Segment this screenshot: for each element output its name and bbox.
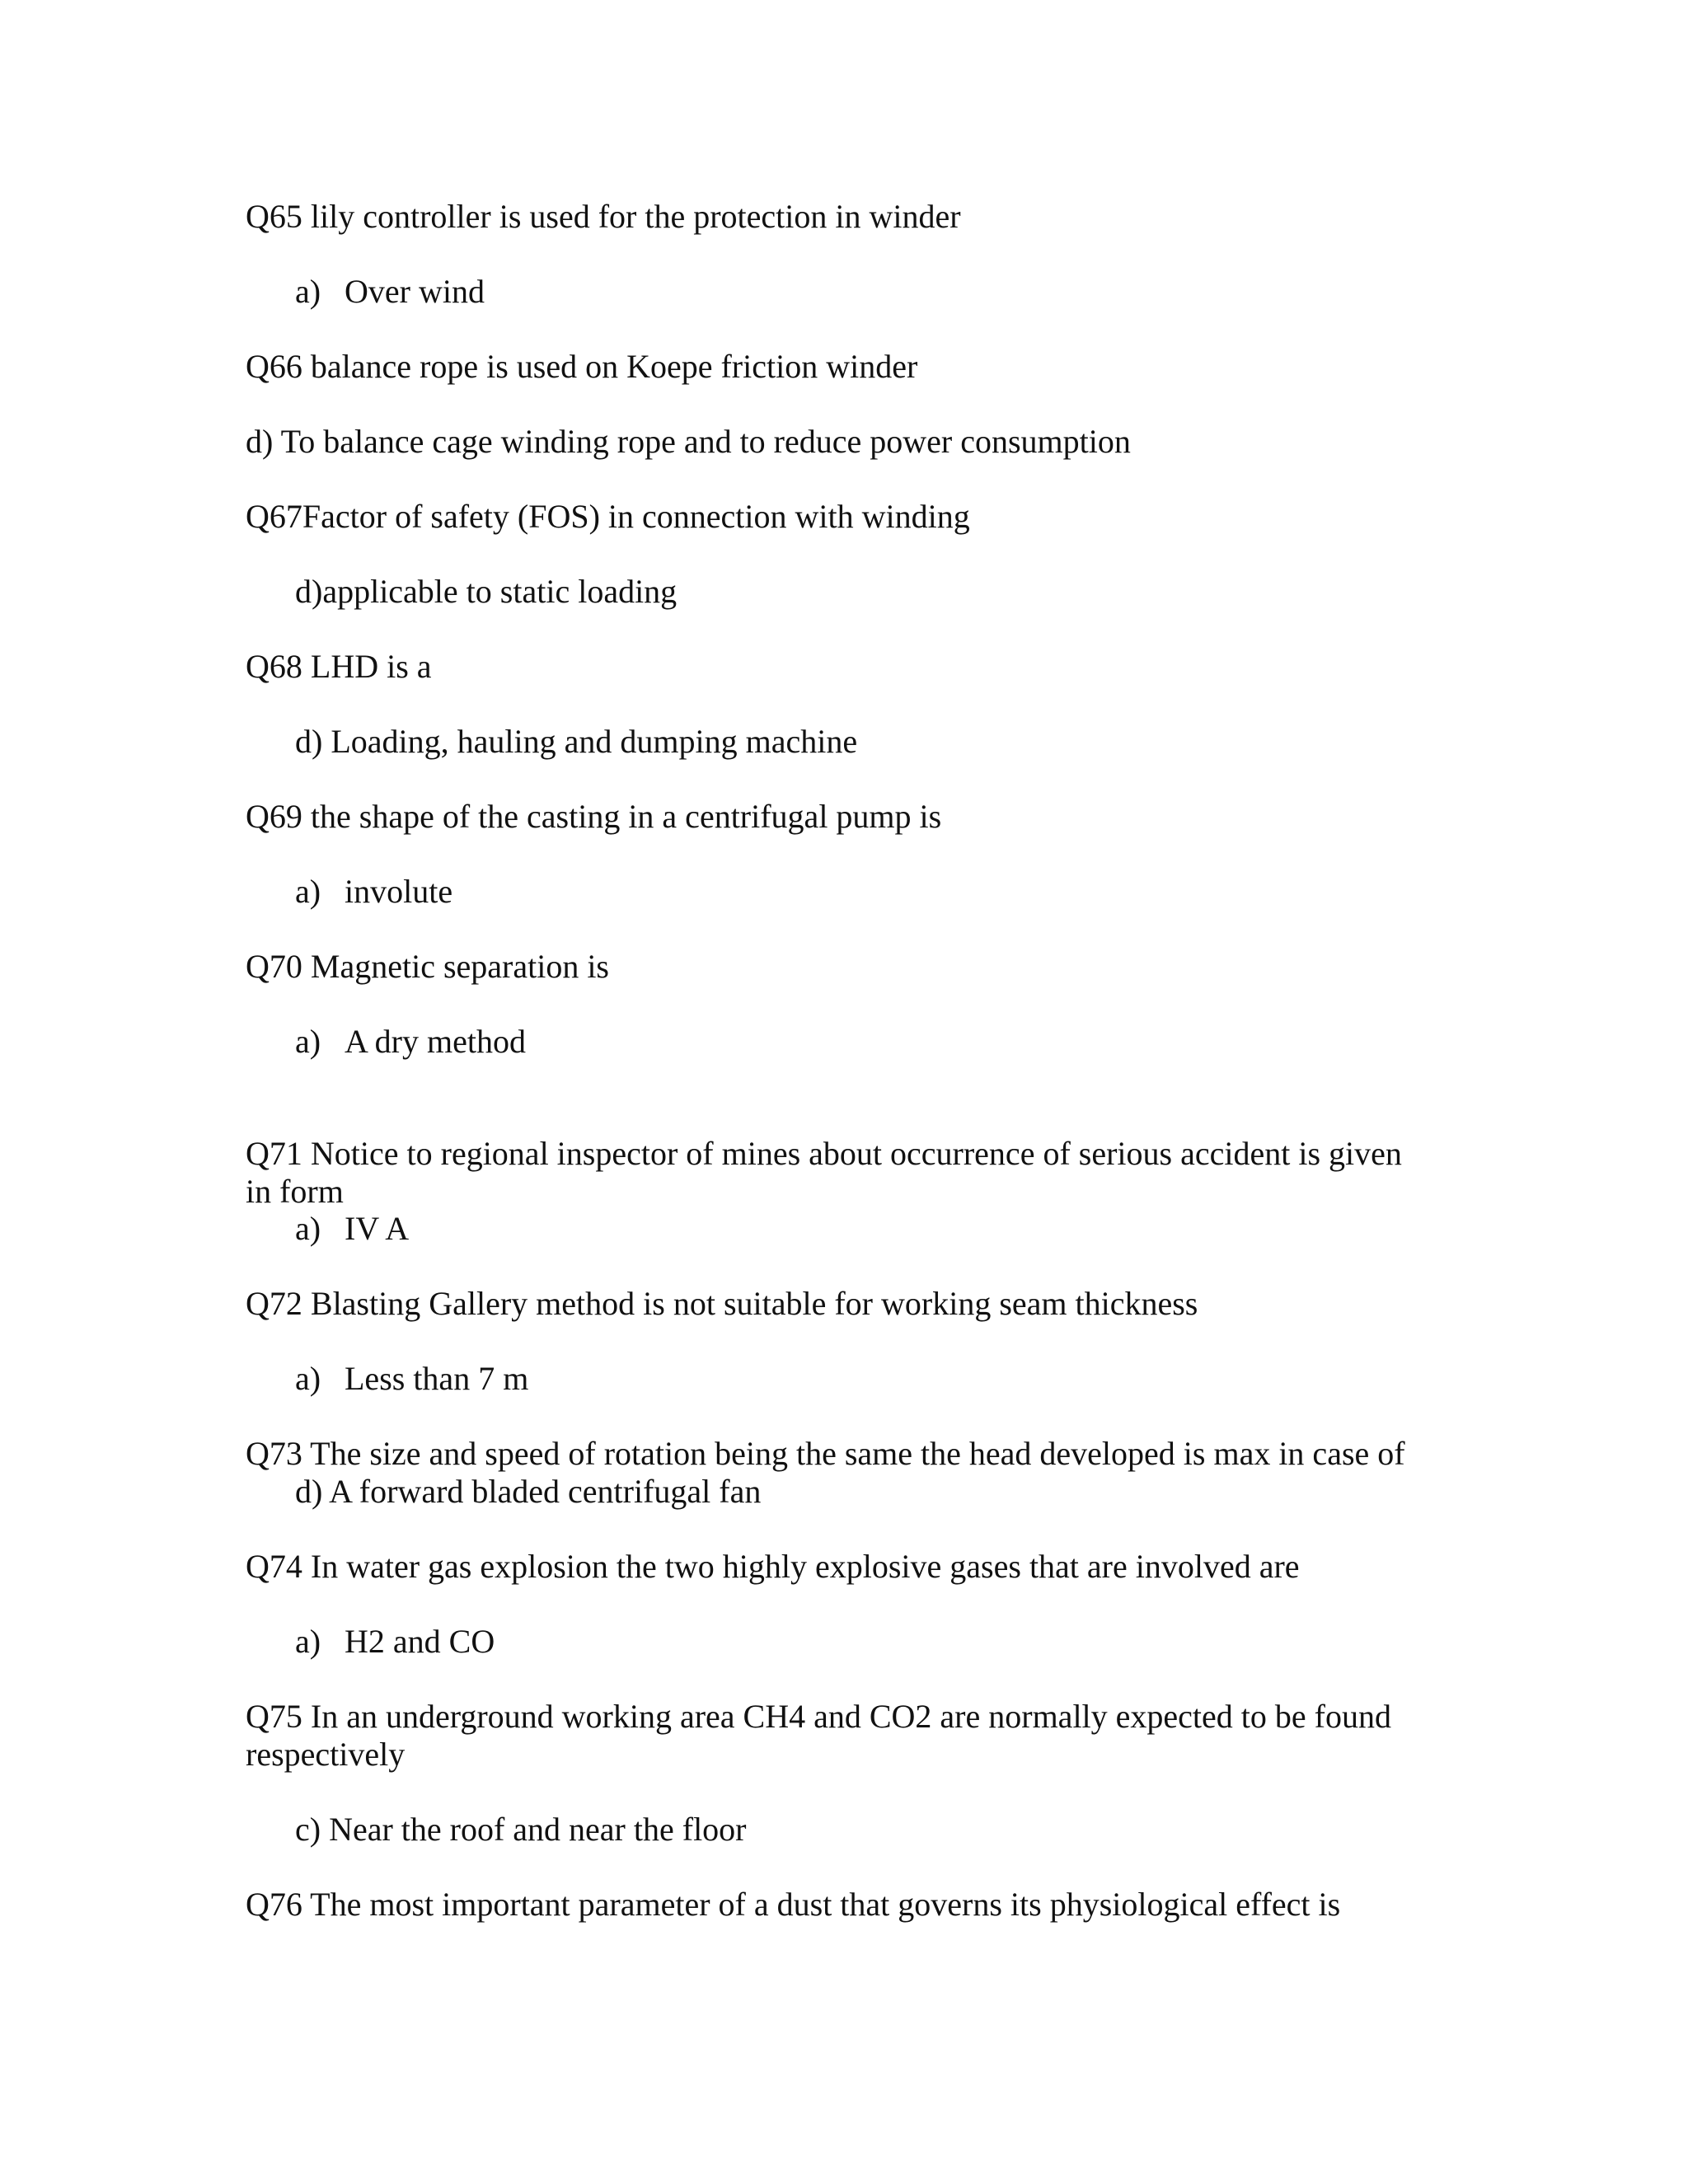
answer-q69 [295, 873, 452, 911]
question-q73: Q73 The size and speed of rotation being the same the head developed is max in case of [246, 1435, 1405, 1472]
answer-q67: d)applicable to static loading [295, 573, 678, 610]
answer-marker: a) [295, 1623, 321, 1660]
answer-marker: a) [295, 873, 321, 910]
answer-text: IV A [345, 1210, 410, 1247]
question-q67: Q67Factor of safety (FOS) in connection with winding [246, 498, 970, 535]
question-q66: Q66 balance rope is used on Koepe friction winder [246, 348, 918, 385]
answer-q65 [295, 273, 485, 311]
answer-marker: a) [295, 1023, 321, 1060]
answer-q72 [295, 1360, 528, 1398]
answer-text: Over wind [345, 273, 485, 310]
question-q74: Q74 In water gas explosion the two highly explosive gases that are involved are [246, 1548, 1300, 1585]
answer-q71 [295, 1210, 409, 1248]
question-q68: Q68 LHD is a [246, 648, 432, 685]
answer-marker: a) [295, 273, 321, 310]
answer-text: A dry method [345, 1023, 526, 1060]
answer-text: involute [345, 873, 453, 910]
question-q75: Q75 In an underground working area CH4 and CO2 are normally expected to be found respectively [246, 1698, 1391, 1773]
question-q72: Q72 Blasting Gallery method is not suitable for working seam thickness [246, 1285, 1198, 1322]
question-q70: Q70 Magnetic separation is [246, 948, 609, 985]
question-q71: Q71 Notice to regional inspector of mines about occurrence of serious accident is given in form [246, 1135, 1402, 1210]
answer-text: H2 and CO [345, 1623, 495, 1660]
question-q65: Q65 lily controller is used for the protection in winder [246, 198, 961, 235]
answer-q66: d) To balance cage winding rope and to reduce power consumption [246, 423, 1131, 460]
answer-q75: c) Near the roof and near the floor [295, 1811, 747, 1848]
answer-q74 [295, 1623, 495, 1661]
answer-marker: a) [295, 1210, 321, 1247]
answer-q70 [295, 1023, 526, 1061]
answer-q73: d) A forward bladed centrifugal fan [295, 1473, 762, 1510]
question-q76: Q76 The most important parameter of a dust that governs its physiological effect is [246, 1886, 1341, 1923]
answer-text: Less than 7 m [345, 1360, 529, 1397]
answer-q68: d) Loading, hauling and dumping machine [295, 723, 858, 760]
question-q69: Q69 the shape of the casting in a centrifugal pump is [246, 798, 942, 835]
answer-marker: a) [295, 1360, 321, 1397]
